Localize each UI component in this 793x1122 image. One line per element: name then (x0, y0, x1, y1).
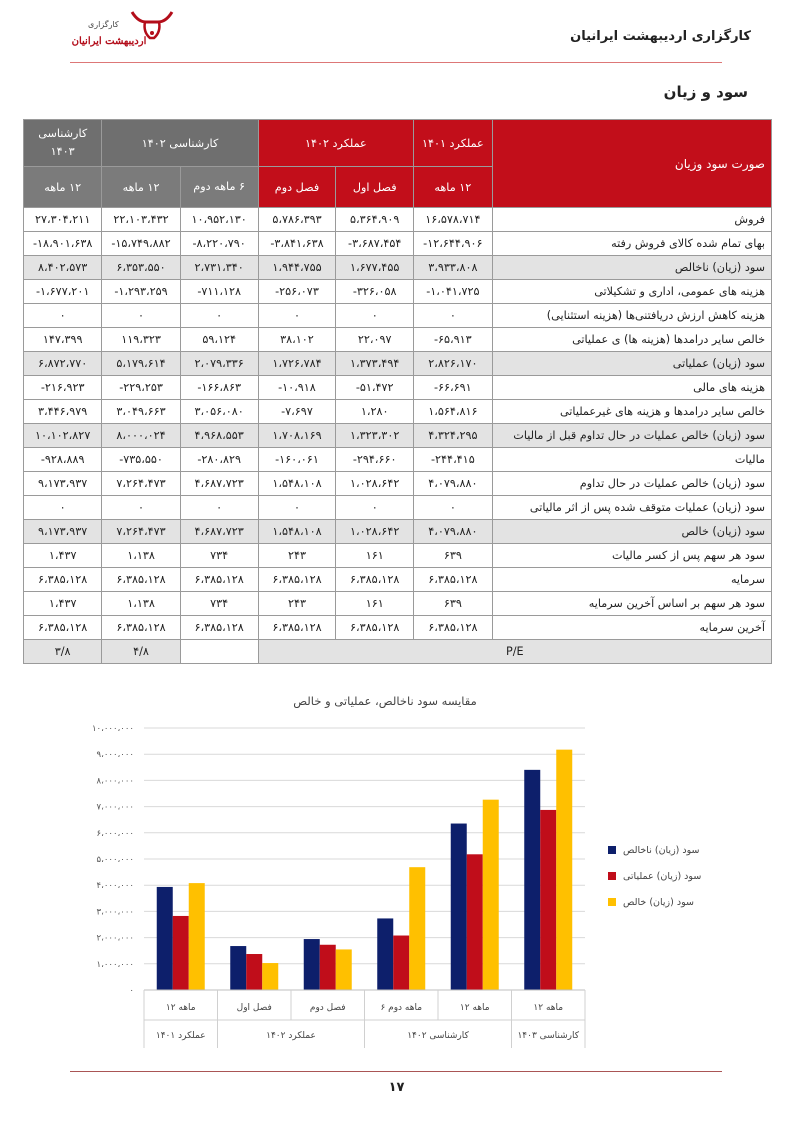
row-value: ۳،۹۳۳،۸۰۸ (414, 256, 493, 280)
row-value: -۳،۸۴۱،۶۳۸ (258, 232, 336, 256)
x-group-label: کارشناسی ۱۴۰۲ (407, 1031, 469, 1041)
group-header: عملکرد ۱۴۰۱ (414, 120, 493, 167)
row-value: -۱۶۰،۰۶۱ (258, 448, 336, 472)
table-row (24, 352, 772, 376)
group-header: کارشناسی ۱۴۰۲ (102, 120, 258, 167)
chart-bar (304, 939, 320, 990)
header-divider (70, 62, 722, 63)
table-row (24, 328, 772, 352)
table-row (24, 472, 772, 496)
row-value: ۱۱۹،۳۲۳ (102, 328, 180, 352)
row-value: ۱،۲۸۰ (336, 400, 414, 424)
row-value: -۷۳۵،۵۵۰ (102, 448, 180, 472)
row-value: ۶،۳۸۵،۱۲۸ (102, 616, 180, 640)
y-tick-label: ۱۰،۰۰۰،۰۰۰ (91, 724, 134, 734)
row-label: خالص سایر درامدها و هزینه های غیرعملیاتی (492, 400, 771, 424)
table-row (24, 448, 772, 472)
row-value: ۳،۰۵۶،۰۸۰ (180, 400, 258, 424)
row-value: ۲،۷۳۱،۳۴۰ (180, 256, 258, 280)
row-value: ۲،۸۲۶،۱۷۰ (414, 352, 493, 376)
row-value: ۶،۳۵۳،۵۵۰ (102, 256, 180, 280)
chart-bar (540, 810, 556, 990)
row-value: ۹،۱۷۳،۹۳۷ (24, 520, 102, 544)
y-tick-label: ۵،۰۰۰،۰۰۰ (96, 855, 134, 865)
row-value: ۲۲،۰۹۷ (336, 328, 414, 352)
row-label: آخرین سرمایه (492, 616, 771, 640)
row-value: -۱،۲۹۳،۲۵۹ (102, 280, 180, 304)
x-group-label: کارشناسی ۱۴۰۳ (517, 1031, 580, 1041)
row-value: ۶،۳۸۵،۱۲۸ (180, 616, 258, 640)
row-value: -۲۲۹،۲۵۳ (102, 376, 180, 400)
table-row (24, 400, 772, 424)
row-value: ۱۶۱ (336, 592, 414, 616)
row-value: ۶،۳۸۵،۱۲۸ (258, 568, 336, 592)
y-tick-label: ۶،۰۰۰،۰۰۰ (96, 828, 134, 839)
pe-row (24, 640, 772, 664)
row-value: -۱۵،۷۴۹،۸۸۲ (102, 232, 180, 256)
row-value: -۱۶۶،۸۶۳ (180, 376, 258, 400)
row-value: ۷۳۴ (180, 592, 258, 616)
row-value: ۴،۰۷۹،۸۸۰ (414, 520, 493, 544)
row-value: ۳،۰۴۹،۶۶۳ (102, 400, 180, 424)
row-value: ۵۹،۱۲۴ (180, 328, 258, 352)
row-value: -۱۸،۹۰۱،۶۳۸ (24, 232, 102, 256)
table-row (24, 376, 772, 400)
chart-bar (189, 883, 205, 990)
row-value: ۰ (24, 304, 102, 328)
chart-bar (377, 918, 393, 990)
row-value: -۱،۶۷۷،۲۰۱ (24, 280, 102, 304)
row-value: ۲۲،۱۰۳،۴۳۲ (102, 208, 180, 232)
income-statement-table (23, 119, 772, 664)
chart-bar (157, 887, 173, 990)
legend-label: سود (زیان) خالص (623, 897, 694, 908)
x-tick-label: ۶ ماهه دوم (380, 1003, 423, 1013)
x-tick-label: فصل دوم (309, 1003, 346, 1013)
row-value: ۰ (336, 496, 414, 520)
row-value: ۶،۳۸۵،۱۲۸ (102, 568, 180, 592)
row-value: ۱۶۱ (336, 544, 414, 568)
row-value: ۱،۰۲۸،۶۴۲ (336, 520, 414, 544)
chart-bar (262, 963, 278, 990)
chart-bar (320, 945, 336, 990)
chart-bar (467, 854, 483, 990)
sub-header: ۱۲ ماهه (414, 167, 493, 208)
chart-bar (451, 824, 467, 990)
row-value: ۶۳۹ (414, 544, 493, 568)
row-value: ۱،۷۰۸،۱۶۹ (258, 424, 336, 448)
row-value: -۳،۶۸۷،۴۵۴ (336, 232, 414, 256)
row-value: -۷۱۱،۱۲۸ (180, 280, 258, 304)
row-value: ۱،۵۶۴،۸۱۶ (414, 400, 493, 424)
row-value: ۴،۹۶۸،۵۵۳ (180, 424, 258, 448)
row-value: ۱،۴۳۷ (24, 544, 102, 568)
row-value: -۶۵،۹۱۳ (414, 328, 493, 352)
legend-label: سود (زیان) ناخالص (623, 845, 700, 856)
x-tick-label: فصل اول (236, 1003, 272, 1013)
row-value: ۶،۳۸۵،۱۲۸ (180, 568, 258, 592)
legend-label: سود (زیان) عملیاتی (623, 871, 702, 882)
y-tick-label: ۴،۰۰۰،۰۰۰ (96, 881, 134, 892)
group-header: کارشناسی ۱۴۰۳ (24, 120, 102, 167)
row-label: سود (زیان) خالص عملیات در حال تداوم قبل از مالیات (492, 424, 771, 448)
table-row (24, 256, 772, 280)
logo-sub-text: اردیبهشت ایرانیان (71, 36, 147, 47)
row-value: -۱،۰۴۱،۷۲۵ (414, 280, 493, 304)
table-row (24, 496, 772, 520)
sub-header: فصل اول (336, 167, 414, 208)
row-value: ۱،۳۷۳،۴۹۴ (336, 352, 414, 376)
row-value: ۲۴۳ (258, 592, 336, 616)
chart-bar (230, 946, 246, 990)
table-corner-header: صورت سود وزیان (492, 120, 771, 208)
row-value: ۱،۴۳۷ (24, 592, 102, 616)
table-row (24, 280, 772, 304)
chart-title: مقایسه سود ناخالص، عملیاتی و خالص (293, 694, 477, 708)
row-value: ۴،۶۸۷،۷۲۳ (180, 520, 258, 544)
pe-empty-cell (180, 640, 258, 664)
y-tick-label: ۹،۰۰۰،۰۰۰ (96, 750, 134, 761)
y-tick-label: ۲،۰۰۰،۰۰۰ (96, 933, 134, 944)
row-value: ۳۸،۱۰۲ (258, 328, 336, 352)
row-value: ۰ (24, 496, 102, 520)
x-tick-label: ۱۲ ماهه (165, 1003, 196, 1013)
company-logo (70, 8, 180, 58)
x-group-label: عملکرد ۱۴۰۲ (266, 1031, 316, 1041)
row-value: -۸،۲۲۰،۷۹۰ (180, 232, 258, 256)
row-value: ۱،۵۴۸،۱۰۸ (258, 472, 336, 496)
row-value: ۱۶،۵۷۸،۷۱۴ (414, 208, 493, 232)
legend-swatch (608, 898, 616, 906)
table-row (24, 616, 772, 640)
row-value: ۶،۳۸۵،۱۲۸ (414, 616, 493, 640)
row-value: ۶،۳۸۵،۱۲۸ (258, 616, 336, 640)
chart-bar (556, 750, 572, 990)
chart-bar (524, 770, 540, 990)
row-label: مالیات (492, 448, 771, 472)
row-label: هزینه کاهش ارزش دریافتنی‌ها (هزینه استثنایی) (492, 304, 771, 328)
row-value: ۶،۳۸۵،۱۲۸ (336, 568, 414, 592)
row-value: -۲۱۶،۹۲۳ (24, 376, 102, 400)
row-value: ۶،۳۸۵،۱۲۸ (414, 568, 493, 592)
group-header: عملکرد ۱۴۰۲ (258, 120, 413, 167)
row-label: سود (زیان) عملیاتی (492, 352, 771, 376)
row-value: ۴،۳۲۴،۲۹۵ (414, 424, 493, 448)
row-value: ۸،۰۰۰،۰۲۴ (102, 424, 180, 448)
footer-divider (70, 1071, 722, 1072)
row-value: ۰ (414, 496, 493, 520)
page-number: ۱۷ (388, 1080, 405, 1095)
row-value: ۱،۵۴۸،۱۰۸ (258, 520, 336, 544)
row-label: فروش (492, 208, 771, 232)
row-value: ۰ (336, 304, 414, 328)
row-value: ۴،۰۷۹،۸۸۰ (414, 472, 493, 496)
table-row (24, 424, 772, 448)
y-tick-label: ۱،۰۰۰،۰۰۰ (96, 959, 134, 970)
table-row (24, 544, 772, 568)
row-value: -۷،۶۹۷ (258, 400, 336, 424)
row-value: ۱۴۷،۳۹۹ (24, 328, 102, 352)
row-value: ۳،۴۴۶،۹۷۹ (24, 400, 102, 424)
y-tick-label: ۰ (129, 986, 134, 996)
row-value: ۱۰،۹۵۲،۱۳۰ (180, 208, 258, 232)
row-value: ۶،۳۸۵،۱۲۸ (336, 616, 414, 640)
company-name: کارگزاری اردیبهشت ایرانیان (570, 29, 751, 44)
row-value: ۱،۳۲۳،۳۰۲ (336, 424, 414, 448)
row-label: سود (زیان) ناخالص (492, 256, 771, 280)
row-value: ۰ (414, 304, 493, 328)
row-value: ۰ (258, 496, 336, 520)
row-value: ۰ (102, 304, 180, 328)
row-value: ۴،۶۸۷،۷۲۳ (180, 472, 258, 496)
row-value: ۱،۱۳۸ (102, 592, 180, 616)
chart-bar (409, 867, 425, 990)
row-value: ۶،۳۸۵،۱۲۸ (24, 568, 102, 592)
pe-label: P/E (258, 640, 771, 664)
row-value: ۵،۱۷۹،۶۱۴ (102, 352, 180, 376)
x-tick-label: ۱۲ ماهه (533, 1003, 564, 1013)
sub-header: ۶ ماهه دوم (180, 167, 258, 208)
row-value: ۰ (180, 496, 258, 520)
row-label: سود (زیان) عملیات متوقف شده پس از اثر مالیاتی (492, 496, 771, 520)
section-title: سود و زیان (663, 83, 748, 101)
row-value: ۶۳۹ (414, 592, 493, 616)
row-value: -۵۱،۴۷۲ (336, 376, 414, 400)
chart-bar (336, 949, 352, 990)
row-value: ۱،۶۷۷،۴۵۵ (336, 256, 414, 280)
row-value: ۷،۲۶۴،۴۷۳ (102, 472, 180, 496)
table-row (24, 568, 772, 592)
row-value: ۸،۴۰۲،۵۷۳ (24, 256, 102, 280)
page-header (0, 0, 793, 70)
y-tick-label: ۳،۰۰۰،۰۰۰ (96, 907, 134, 918)
chart-bar (483, 800, 499, 990)
pe-value: ۳/۸ (24, 640, 102, 664)
row-value: ۰ (180, 304, 258, 328)
chart-bar (246, 954, 262, 990)
row-label: سود هر سهم بر اساس آخرین سرمایه (492, 592, 771, 616)
row-value: ۶،۳۸۵،۱۲۸ (24, 616, 102, 640)
row-value: ۱،۱۳۸ (102, 544, 180, 568)
row-value: ۵،۷۸۶،۳۹۳ (258, 208, 336, 232)
row-label: هزینه های عمومی، اداری و تشکیلاتی (492, 280, 771, 304)
row-value: -۲۵۶،۰۷۳ (258, 280, 336, 304)
row-value: ۰ (258, 304, 336, 328)
table-row (24, 304, 772, 328)
x-group-label: عملکرد ۱۴۰۱ (155, 1031, 206, 1041)
row-label: سرمایه (492, 568, 771, 592)
row-label: سود (زیان) خالص (492, 520, 771, 544)
table-row (24, 592, 772, 616)
row-value: -۱۲،۶۴۴،۹۰۶ (414, 232, 493, 256)
legend-swatch (608, 846, 616, 854)
row-value: ۲۷،۳۰۴،۲۱۱ (24, 208, 102, 232)
chart-svg (80, 688, 760, 1048)
row-value: -۲۸۰،۸۲۹ (180, 448, 258, 472)
row-value: -۱۰،۹۱۸ (258, 376, 336, 400)
sub-header: ۱۲ ماهه (102, 167, 180, 208)
row-value: ۶،۸۷۲،۷۷۰ (24, 352, 102, 376)
row-label: بهای تمام شده کالای فروش رفته (492, 232, 771, 256)
row-value: ۲،۰۷۹،۳۳۶ (180, 352, 258, 376)
sub-header: فصل دوم (258, 167, 336, 208)
profit-comparison-chart (80, 688, 760, 1048)
row-value: ۷۳۴ (180, 544, 258, 568)
row-value: ۱،۰۲۸،۶۴۲ (336, 472, 414, 496)
x-tick-label: ۱۲ ماهه (459, 1003, 490, 1013)
row-value: ۷،۲۶۴،۴۷۳ (102, 520, 180, 544)
row-value: -۲۹۴،۶۶۰ (336, 448, 414, 472)
sub-header: ۱۲ ماهه (24, 167, 102, 208)
row-value: -۳۲۶،۰۵۸ (336, 280, 414, 304)
y-tick-label: ۸،۰۰۰،۰۰۰ (96, 776, 134, 787)
table-row (24, 208, 772, 232)
row-value: ۰ (102, 496, 180, 520)
row-value: ۱،۷۲۶،۷۸۴ (258, 352, 336, 376)
row-value: ۹،۱۷۳،۹۳۷ (24, 472, 102, 496)
row-label: خالص سایر درامدها (هزینه ها) ی عملیاتی (492, 328, 771, 352)
row-value: ۲۴۳ (258, 544, 336, 568)
row-label: سود هر سهم پس از کسر مالیات (492, 544, 771, 568)
row-value: -۹۲۸،۸۸۹ (24, 448, 102, 472)
row-value: ۱۰،۱۰۲،۸۲۷ (24, 424, 102, 448)
y-tick-label: ۷،۰۰۰،۰۰۰ (96, 802, 134, 813)
row-value: ۵،۳۶۴،۹۰۹ (336, 208, 414, 232)
table-row (24, 520, 772, 544)
row-value: ۱،۹۴۴،۷۵۵ (258, 256, 336, 280)
logo-top-text: کارگزاری (88, 20, 119, 29)
pe-value: ۴/۸ (102, 640, 180, 664)
row-label: هزینه های مالی (492, 376, 771, 400)
chart-bar (393, 936, 409, 990)
row-label: سود (زیان) خالص عملیات در حال تداوم (492, 472, 771, 496)
legend-swatch (608, 872, 616, 880)
row-value: -۲۴۴،۴۱۵ (414, 448, 493, 472)
table-row (24, 232, 772, 256)
row-value: -۶۶،۶۹۱ (414, 376, 493, 400)
chart-bar (173, 916, 189, 990)
